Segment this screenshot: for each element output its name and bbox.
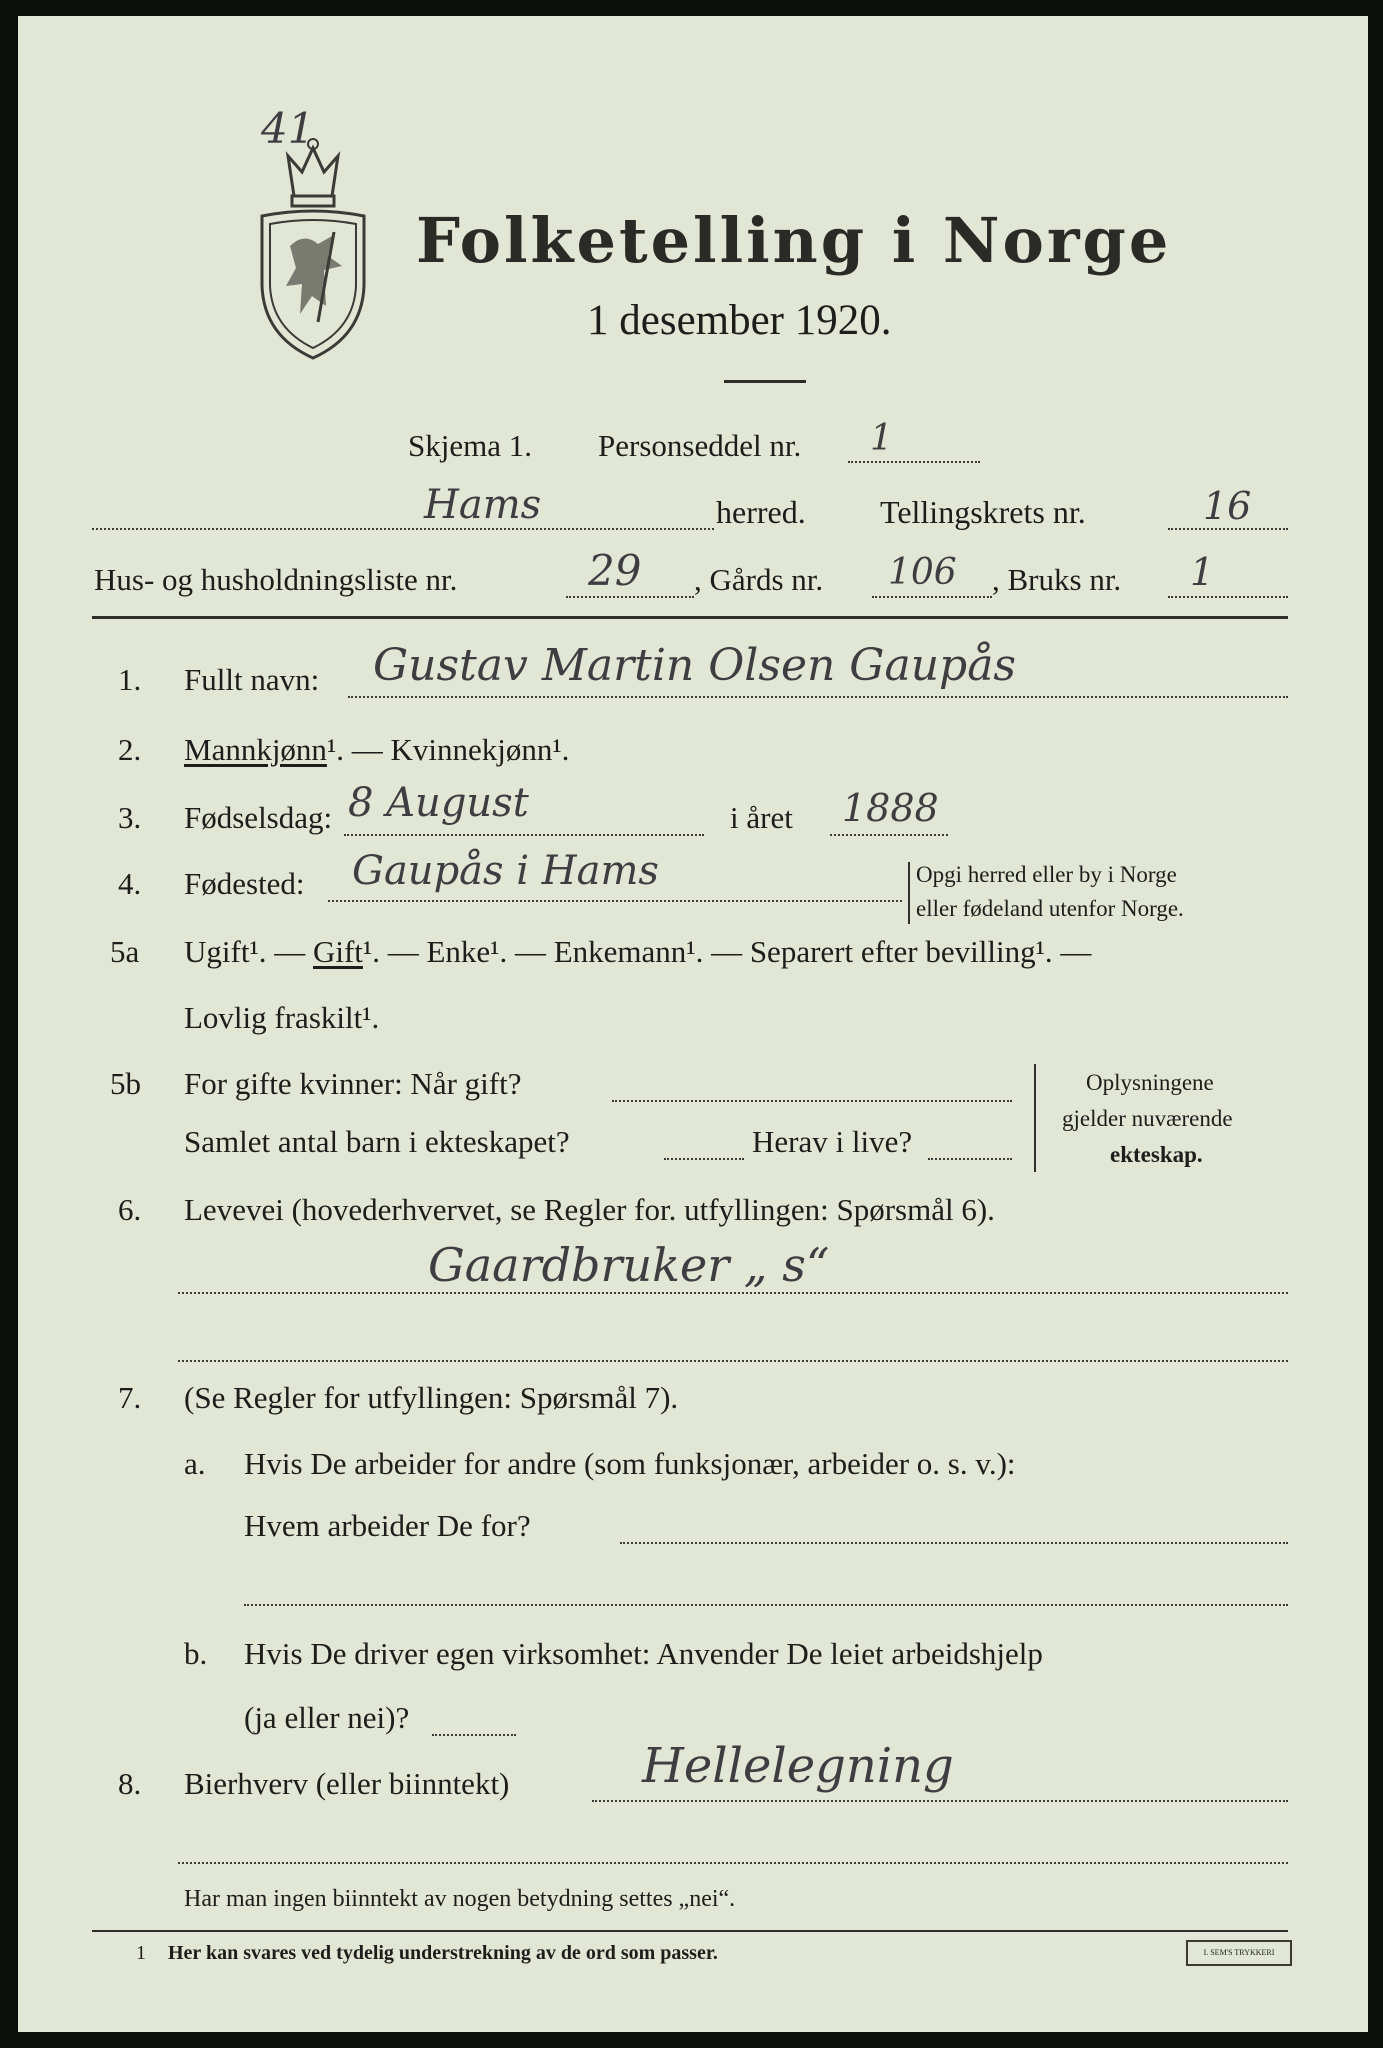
census-form [18, 16, 1368, 2032]
q4-note-2: eller fødeland utenfor Norge. [916, 896, 1184, 921]
q4-value: Gaupås i Hams [352, 848, 659, 894]
q5b-line1: For gifte kvinner: Når gift? [184, 1066, 522, 1101]
q5b-barn-line [664, 1158, 744, 1160]
gards-line [872, 596, 992, 598]
q7-number: 7. [118, 1380, 142, 1415]
tellingskrets-line [1168, 528, 1288, 530]
q8-line-2 [178, 1862, 1288, 1864]
q1-number: 1. [118, 662, 142, 697]
q6-label: Levevei (hovederhvervet, se Regler for. utfyllingen: Spørsmål 6). [184, 1192, 995, 1227]
corner-mark: 41 [261, 104, 315, 153]
title-divider [724, 380, 806, 383]
q6-value: Gaardbruker „ s“ [428, 1238, 830, 1292]
form-date: 1 desember 1920. [587, 297, 892, 344]
q2-female: Kvinnekjønn [390, 732, 553, 767]
q3-year-line [830, 834, 948, 836]
q7b-line2: (ja eller nei)? [244, 1700, 410, 1735]
q5a-line2: Lovlig fraskilt¹. [184, 1000, 380, 1035]
q3-year-value: 1888 [842, 786, 939, 830]
q7b-letter: b. [184, 1636, 208, 1671]
q7a-answer-line-2 [244, 1604, 1288, 1606]
q2-end: ¹. [552, 732, 570, 767]
q4-line [328, 900, 902, 902]
herred-label: herred. [716, 494, 806, 530]
printer-stamp-text: I. SEM'S TRYKKERI [1203, 1948, 1275, 1957]
q2-sep: ¹. — [326, 732, 391, 767]
q6-number: 6. [118, 1192, 142, 1227]
tellingskrets-value: 16 [1203, 484, 1252, 528]
tellingskrets-label: Tellingskrets nr. [880, 494, 1086, 530]
q5a-options [184, 934, 1091, 970]
q4-note-1: Opgi herred eller by i Norge [916, 862, 1177, 887]
q7-label: (Se Regler for utfyllingen: Spørsmål 7). [184, 1380, 679, 1415]
header-rule [92, 616, 1288, 619]
q7b-line1: Hvis De driver egen virksomhet: Anvender De leiet arbeidshjelp [244, 1636, 1043, 1671]
q8-label: Bierhverv (eller biinntekt) [184, 1766, 510, 1801]
q5a-number: 5a [110, 934, 140, 969]
bruks-value: 1 [1190, 550, 1215, 594]
q4-brace [908, 862, 916, 924]
q4-number: 4. [118, 866, 142, 901]
q5b-live-line [928, 1158, 1012, 1160]
q1-label: Fullt navn: [184, 662, 320, 697]
hus-value: 29 [588, 546, 642, 595]
q5a-ugift: Ugift [184, 934, 250, 969]
q1-value: Gustav Martin Olsen Gaupås [373, 640, 1017, 691]
gards-label: , Gårds nr. [694, 562, 824, 597]
q5b-gift-line [612, 1100, 1012, 1102]
printer-stamp [1186, 1940, 1292, 1966]
q8-value: Hellelegning [642, 1738, 954, 1794]
q5b-brace [1034, 1064, 1042, 1172]
q3-number: 3. [118, 800, 142, 835]
biinntekt-note: Har man ingen biinntekt av nogen betydning settes „nei“. [184, 1886, 736, 1912]
q4-label: Fødested: [184, 866, 305, 901]
q3-line [344, 834, 704, 836]
q5a-sep: ¹. — [249, 934, 313, 969]
q5a-rest: ¹. — Enke¹. — Enkemann¹. — Separert efter bevilling¹. — [362, 934, 1092, 969]
hus-label: Hus- og husholdningsliste nr. [94, 562, 458, 597]
q5b-number: 5b [110, 1066, 141, 1101]
q2-options [184, 732, 569, 768]
q8-number: 8. [118, 1766, 142, 1801]
q7a-line2: Hvem arbeider De for? [244, 1508, 531, 1543]
q8-line [592, 1800, 1288, 1802]
q5b-note-2: gjelder nuværende [1062, 1106, 1233, 1131]
q5b-line2b: Herav i live? [752, 1124, 913, 1159]
q5b-line2a: Samlet antal barn i ekteskapet? [184, 1124, 570, 1159]
q5b-note-1: Oplysningene [1086, 1070, 1214, 1095]
q2-number: 2. [118, 732, 142, 767]
q5b-note-3: ekteskap. [1110, 1142, 1203, 1167]
gards-value: 106 [888, 552, 957, 593]
personseddel-line [848, 461, 980, 463]
herred-value: Hams [424, 482, 542, 528]
q5a-gift: Gift [312, 934, 363, 969]
bruks-line [1168, 596, 1288, 598]
bruks-label: , Bruks nr. [992, 562, 1122, 597]
coat-of-arms-icon [254, 136, 372, 366]
hus-line [566, 596, 694, 598]
personseddel-label: Personseddel nr. [598, 428, 802, 463]
q3-value: 8 August [348, 780, 529, 826]
footnote-rule [92, 1930, 1288, 1932]
herred-line [92, 528, 714, 530]
q3-label: Fødselsdag: [184, 800, 333, 835]
q7b-answer-line [432, 1734, 516, 1736]
skjema-label: Skjema 1. [408, 428, 532, 463]
personseddel-value: 1 [870, 418, 893, 459]
q3-year-label: i året [730, 800, 793, 835]
q6-line-1 [178, 1292, 1288, 1294]
q6-line-2 [178, 1360, 1288, 1362]
q1-line [348, 696, 1288, 698]
q2-male: Mannkjønn [184, 732, 327, 767]
q7a-line1: Hvis De arbeider for andre (som funksjonær, arbeider o. s. v.): [244, 1446, 1016, 1481]
form-title: Folketelling i Norge [416, 204, 1172, 277]
q7a-answer-line [620, 1542, 1288, 1544]
q7a-letter: a. [184, 1446, 206, 1481]
footnote-mark: 1 [136, 1942, 146, 1964]
footnote-text: Her kan svares ved tydelig understrekning av de ord som passer. [168, 1942, 718, 1964]
